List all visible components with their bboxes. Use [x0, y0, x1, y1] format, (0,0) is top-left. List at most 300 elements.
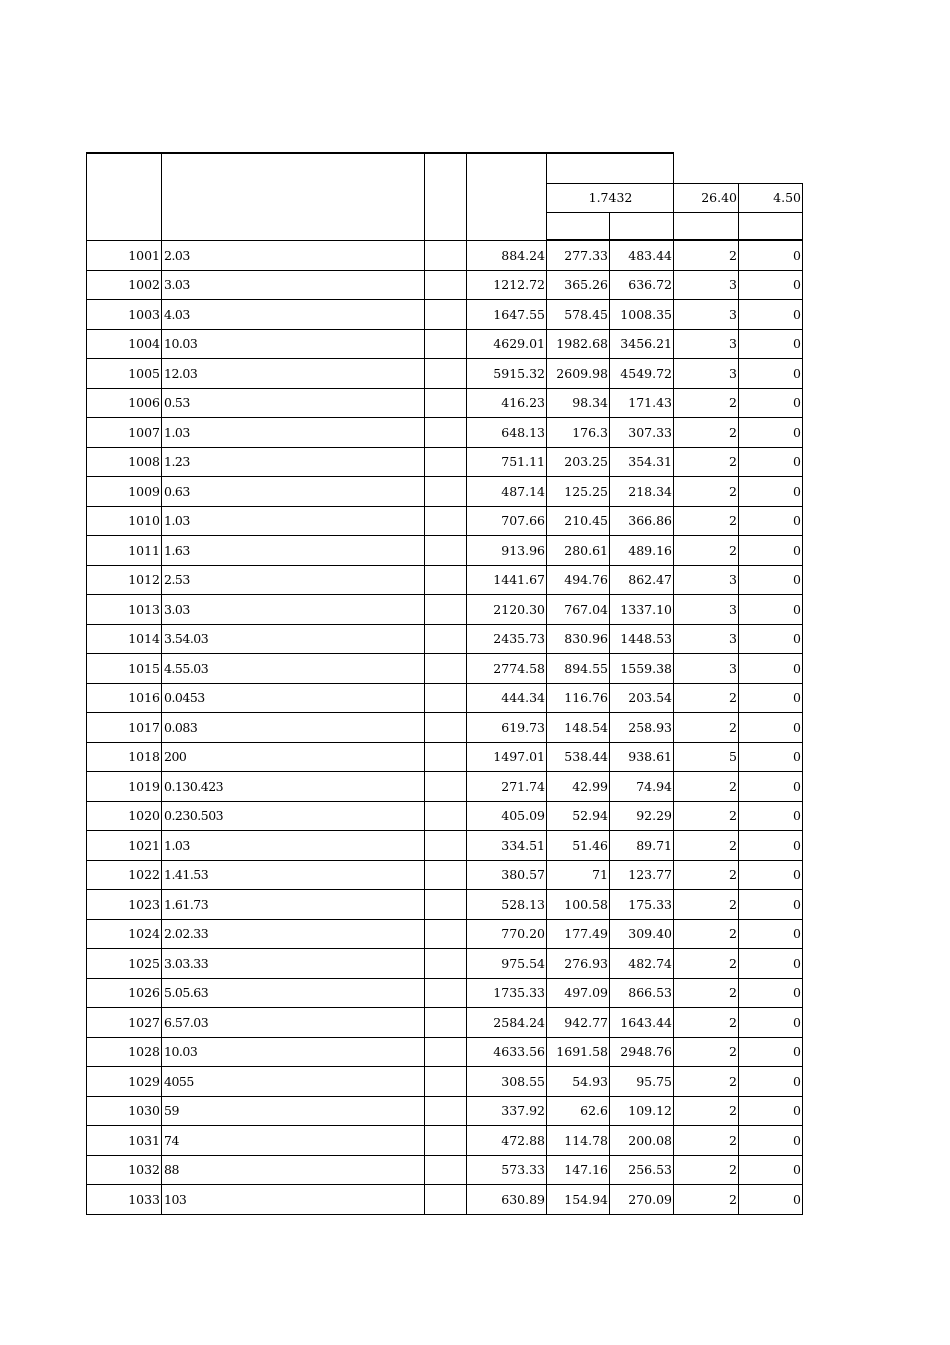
row-unit [425, 1008, 467, 1038]
row-value-d: 0 [739, 772, 803, 802]
row-value-b: 92.29 [610, 801, 674, 831]
row-value-d: 0 [739, 919, 803, 949]
row-value-b: 866.53 [610, 978, 674, 1008]
row-code: 1017 [87, 713, 162, 743]
row-code: 1019 [87, 772, 162, 802]
header-factor-1: 26.40 [674, 183, 739, 213]
row-name: 0.63 [162, 477, 425, 507]
row-value-c: 2 [674, 978, 739, 1008]
row-price: 334.51 [467, 831, 547, 861]
row-unit [425, 240, 467, 270]
row-value-d: 0 [739, 270, 803, 300]
row-name: 2.02.33 [162, 919, 425, 949]
row-price: 405.09 [467, 801, 547, 831]
row-price: 444.34 [467, 683, 547, 713]
row-price: 416.23 [467, 388, 547, 418]
row-value-b: 636.72 [610, 270, 674, 300]
row-value-c: 2 [674, 477, 739, 507]
row-name: 1.03 [162, 418, 425, 448]
row-unit [425, 742, 467, 772]
row-price: 1441.67 [467, 565, 547, 595]
row-unit [425, 595, 467, 625]
header-sub-4 [739, 213, 803, 241]
row-value-b: 203.54 [610, 683, 674, 713]
row-value-a: 116.76 [547, 683, 610, 713]
row-code: 1020 [87, 801, 162, 831]
row-value-a: 42.99 [547, 772, 610, 802]
row-price: 884.24 [467, 240, 547, 270]
row-value-c: 2 [674, 1037, 739, 1067]
header-row [87, 153, 803, 183]
row-value-c: 3 [674, 300, 739, 330]
row-value-a: 578.45 [547, 300, 610, 330]
row-unit [425, 1155, 467, 1185]
table-row [87, 1185, 803, 1215]
row-code: 1008 [87, 447, 162, 477]
row-unit [425, 1037, 467, 1067]
row-name: 1.63 [162, 536, 425, 566]
row-price: 573.33 [467, 1155, 547, 1185]
row-value-b: 200.08 [610, 1126, 674, 1156]
row-value-c: 2 [674, 919, 739, 949]
row-name: 4055 [162, 1067, 425, 1097]
row-value-b: 95.75 [610, 1067, 674, 1097]
row-code: 1023 [87, 890, 162, 920]
row-unit [425, 388, 467, 418]
row-code: 1028 [87, 1037, 162, 1067]
row-value-b: 3456.21 [610, 329, 674, 359]
table-row [87, 270, 803, 300]
row-price: 2584.24 [467, 1008, 547, 1038]
row-code: 1003 [87, 300, 162, 330]
row-code: 1027 [87, 1008, 162, 1038]
row-name: 5.05.63 [162, 978, 425, 1008]
row-name: 200 [162, 742, 425, 772]
row-value-a: 51.46 [547, 831, 610, 861]
table-row [87, 1155, 803, 1185]
row-value-d: 0 [739, 447, 803, 477]
row-value-b: 938.61 [610, 742, 674, 772]
row-value-b: 89.71 [610, 831, 674, 861]
row-value-b: 489.16 [610, 536, 674, 566]
row-code: 1031 [87, 1126, 162, 1156]
row-value-c: 3 [674, 270, 739, 300]
row-value-b: 74.94 [610, 772, 674, 802]
row-value-a: 114.78 [547, 1126, 610, 1156]
row-unit [425, 890, 467, 920]
row-name: 3.54.03 [162, 624, 425, 654]
row-value-c: 2 [674, 536, 739, 566]
row-unit [425, 1185, 467, 1215]
row-value-b: 175.33 [610, 890, 674, 920]
row-value-b: 1008.35 [610, 300, 674, 330]
row-unit [425, 772, 467, 802]
row-value-c: 5 [674, 742, 739, 772]
row-name: 1.03 [162, 506, 425, 536]
row-value-b: 1559.38 [610, 654, 674, 684]
table-row [87, 949, 803, 979]
table-row [87, 683, 803, 713]
row-value-a: 2609.98 [547, 359, 610, 389]
row-unit [425, 536, 467, 566]
row-value-d: 0 [739, 1126, 803, 1156]
header-name [162, 153, 425, 240]
row-value-c: 2 [674, 1126, 739, 1156]
row-value-d: 0 [739, 624, 803, 654]
row-value-a: 767.04 [547, 595, 610, 625]
row-unit [425, 300, 467, 330]
row-value-a: 277.33 [547, 240, 610, 270]
row-price: 751.11 [467, 447, 547, 477]
row-code: 1006 [87, 388, 162, 418]
table-row [87, 329, 803, 359]
row-name: 12.03 [162, 359, 425, 389]
row-price: 2435.73 [467, 624, 547, 654]
row-value-d: 0 [739, 329, 803, 359]
row-value-c: 2 [674, 1155, 739, 1185]
row-value-b: 1448.53 [610, 624, 674, 654]
row-price: 975.54 [467, 949, 547, 979]
row-value-a: 154.94 [547, 1185, 610, 1215]
row-value-d: 0 [739, 418, 803, 448]
row-price: 2120.30 [467, 595, 547, 625]
row-price: 487.14 [467, 477, 547, 507]
row-name: 4.03 [162, 300, 425, 330]
row-value-c: 2 [674, 418, 739, 448]
row-price: 308.55 [467, 1067, 547, 1097]
row-value-a: 147.16 [547, 1155, 610, 1185]
header-sub-1 [547, 213, 610, 241]
row-value-c: 3 [674, 329, 739, 359]
row-price: 472.88 [467, 1126, 547, 1156]
table-row [87, 1008, 803, 1038]
row-price: 619.73 [467, 713, 547, 743]
row-value-a: 538.44 [547, 742, 610, 772]
row-name: 10.03 [162, 1037, 425, 1067]
row-price: 528.13 [467, 890, 547, 920]
row-value-a: 62.6 [547, 1096, 610, 1126]
row-value-d: 0 [739, 949, 803, 979]
row-name: 0.53 [162, 388, 425, 418]
row-unit [425, 949, 467, 979]
row-value-d: 0 [739, 388, 803, 418]
row-value-c: 2 [674, 1096, 739, 1126]
row-price: 770.20 [467, 919, 547, 949]
row-price: 1212.72 [467, 270, 547, 300]
row-value-d: 0 [739, 359, 803, 389]
row-name: 3.03.33 [162, 949, 425, 979]
row-value-b: 309.40 [610, 919, 674, 949]
row-value-a: 1691.58 [547, 1037, 610, 1067]
row-value-b: 256.53 [610, 1155, 674, 1185]
row-value-b: 307.33 [610, 418, 674, 448]
row-value-b: 862.47 [610, 565, 674, 595]
row-value-b: 366.86 [610, 506, 674, 536]
row-code: 1024 [87, 919, 162, 949]
row-value-c: 3 [674, 565, 739, 595]
row-value-d: 0 [739, 506, 803, 536]
row-value-d: 0 [739, 1037, 803, 1067]
row-value-a: 1982.68 [547, 329, 610, 359]
row-value-d: 0 [739, 1155, 803, 1185]
row-unit [425, 683, 467, 713]
table-row [87, 801, 803, 831]
row-unit [425, 713, 467, 743]
header-blank [674, 153, 803, 183]
row-code: 1022 [87, 860, 162, 890]
row-code: 1016 [87, 683, 162, 713]
table-row [87, 506, 803, 536]
row-value-a: 71 [547, 860, 610, 890]
row-value-c: 2 [674, 1067, 739, 1097]
row-value-c: 2 [674, 388, 739, 418]
row-price: 380.57 [467, 860, 547, 890]
row-code: 1033 [87, 1185, 162, 1215]
row-name: 0.083 [162, 713, 425, 743]
row-value-d: 0 [739, 1185, 803, 1215]
row-value-b: 483.44 [610, 240, 674, 270]
row-value-a: 98.34 [547, 388, 610, 418]
row-code: 1025 [87, 949, 162, 979]
row-value-a: 276.93 [547, 949, 610, 979]
table-row [87, 359, 803, 389]
row-value-b: 123.77 [610, 860, 674, 890]
row-price: 707.66 [467, 506, 547, 536]
row-value-d: 0 [739, 742, 803, 772]
row-unit [425, 1096, 467, 1126]
row-value-a: 203.25 [547, 447, 610, 477]
row-price: 1497.01 [467, 742, 547, 772]
row-value-d: 0 [739, 300, 803, 330]
table-row [87, 772, 803, 802]
table-row [87, 300, 803, 330]
row-unit [425, 919, 467, 949]
row-value-b: 4549.72 [610, 359, 674, 389]
table-row [87, 1067, 803, 1097]
row-name: 1.03 [162, 831, 425, 861]
row-code: 1015 [87, 654, 162, 684]
row-price: 337.92 [467, 1096, 547, 1126]
row-value-a: 100.58 [547, 890, 610, 920]
row-price: 2774.58 [467, 654, 547, 684]
row-value-c: 2 [674, 1008, 739, 1038]
table-row [87, 624, 803, 654]
row-name: 6.57.03 [162, 1008, 425, 1038]
row-unit [425, 1126, 467, 1156]
row-value-b: 270.09 [610, 1185, 674, 1215]
header-factor-2: 4.50 [739, 183, 803, 213]
row-code: 1004 [87, 329, 162, 359]
row-name: 59 [162, 1096, 425, 1126]
row-name: 3.03 [162, 595, 425, 625]
row-code: 1029 [87, 1067, 162, 1097]
row-name: 0.0453 [162, 683, 425, 713]
table-row [87, 1126, 803, 1156]
row-value-d: 0 [739, 654, 803, 684]
row-value-a: 497.09 [547, 978, 610, 1008]
header-unit [425, 153, 467, 240]
row-value-d: 0 [739, 801, 803, 831]
row-name: 3.03 [162, 270, 425, 300]
sheet-title [448, 113, 948, 139]
row-value-d: 0 [739, 860, 803, 890]
row-code: 1009 [87, 477, 162, 507]
row-value-b: 2948.76 [610, 1037, 674, 1067]
row-value-a: 177.49 [547, 919, 610, 949]
row-code: 1013 [87, 595, 162, 625]
row-unit [425, 801, 467, 831]
table-row [87, 654, 803, 684]
row-unit [425, 506, 467, 536]
row-value-d: 0 [739, 1096, 803, 1126]
table-row [87, 418, 803, 448]
row-value-c: 2 [674, 890, 739, 920]
row-code: 1007 [87, 418, 162, 448]
row-name: 1.23 [162, 447, 425, 477]
row-value-a: 148.54 [547, 713, 610, 743]
row-value-c: 3 [674, 595, 739, 625]
row-name: 2.53 [162, 565, 425, 595]
row-unit [425, 654, 467, 684]
row-unit [425, 477, 467, 507]
table-row [87, 477, 803, 507]
row-price: 648.13 [467, 418, 547, 448]
row-name: 1.41.53 [162, 860, 425, 890]
row-unit [425, 831, 467, 861]
row-unit [425, 565, 467, 595]
price-table [86, 152, 803, 1215]
row-value-d: 0 [739, 713, 803, 743]
table-row [87, 595, 803, 625]
row-unit [425, 418, 467, 448]
row-value-c: 2 [674, 831, 739, 861]
row-name: 10.03 [162, 329, 425, 359]
row-value-b: 171.43 [610, 388, 674, 418]
row-code: 1012 [87, 565, 162, 595]
row-value-c: 2 [674, 240, 739, 270]
row-value-b: 1337.10 [610, 595, 674, 625]
table-row [87, 565, 803, 595]
row-value-c: 2 [674, 683, 739, 713]
row-code: 1010 [87, 506, 162, 536]
table-row [87, 536, 803, 566]
row-value-c: 2 [674, 1185, 739, 1215]
row-value-b: 218.34 [610, 477, 674, 507]
header-sub-2 [610, 213, 674, 241]
row-name: 2.03 [162, 240, 425, 270]
row-code: 1011 [87, 536, 162, 566]
row-unit [425, 1067, 467, 1097]
row-value-a: 210.45 [547, 506, 610, 536]
row-value-d: 0 [739, 890, 803, 920]
table-row [87, 890, 803, 920]
table-row [87, 713, 803, 743]
table-row [87, 860, 803, 890]
row-value-d: 0 [739, 1008, 803, 1038]
row-unit [425, 624, 467, 654]
row-name: 103 [162, 1185, 425, 1215]
row-code: 1018 [87, 742, 162, 772]
row-value-c: 2 [674, 447, 739, 477]
table-row [87, 240, 803, 270]
row-value-b: 258.93 [610, 713, 674, 743]
row-value-d: 0 [739, 565, 803, 595]
row-code: 1002 [87, 270, 162, 300]
row-value-a: 125.25 [547, 477, 610, 507]
row-name: 1.61.73 [162, 890, 425, 920]
row-value-d: 0 [739, 831, 803, 861]
header-group-label [547, 153, 674, 183]
row-value-c: 3 [674, 624, 739, 654]
row-name: 88 [162, 1155, 425, 1185]
table-row [87, 919, 803, 949]
row-price: 630.89 [467, 1185, 547, 1215]
row-unit [425, 860, 467, 890]
row-price: 1735.33 [467, 978, 547, 1008]
row-value-d: 0 [739, 978, 803, 1008]
row-value-c: 2 [674, 506, 739, 536]
row-code: 1032 [87, 1155, 162, 1185]
row-name: 0.230.503 [162, 801, 425, 831]
row-price: 4633.56 [467, 1037, 547, 1067]
header-group-value: 1.7432 [547, 183, 674, 213]
table-row [87, 742, 803, 772]
row-value-a: 280.61 [547, 536, 610, 566]
row-value-b: 109.12 [610, 1096, 674, 1126]
row-name: 4.55.03 [162, 654, 425, 684]
row-code: 1021 [87, 831, 162, 861]
row-price: 1647.55 [467, 300, 547, 330]
row-value-d: 0 [739, 240, 803, 270]
row-code: 1014 [87, 624, 162, 654]
row-value-d: 0 [739, 477, 803, 507]
header-price [467, 153, 547, 240]
row-unit [425, 329, 467, 359]
row-value-d: 0 [739, 536, 803, 566]
header-code [87, 153, 162, 240]
row-value-c: 2 [674, 949, 739, 979]
row-price: 271.74 [467, 772, 547, 802]
row-value-c: 3 [674, 654, 739, 684]
row-value-a: 52.94 [547, 801, 610, 831]
row-value-d: 0 [739, 683, 803, 713]
table-row [87, 831, 803, 861]
table-row [87, 447, 803, 477]
table-row [87, 1037, 803, 1067]
row-value-c: 2 [674, 772, 739, 802]
row-value-b: 354.31 [610, 447, 674, 477]
row-value-a: 830.96 [547, 624, 610, 654]
table-row [87, 978, 803, 1008]
row-value-c: 2 [674, 713, 739, 743]
table-row [87, 1096, 803, 1126]
row-unit [425, 359, 467, 389]
row-code: 1005 [87, 359, 162, 389]
row-unit [425, 447, 467, 477]
row-price: 4629.01 [467, 329, 547, 359]
row-value-b: 482.74 [610, 949, 674, 979]
row-name: 74 [162, 1126, 425, 1156]
row-value-c: 2 [674, 860, 739, 890]
row-unit [425, 978, 467, 1008]
row-price: 913.96 [467, 536, 547, 566]
row-code: 1001 [87, 240, 162, 270]
row-value-c: 2 [674, 801, 739, 831]
row-value-b: 1643.44 [610, 1008, 674, 1038]
row-unit [425, 270, 467, 300]
row-value-a: 942.77 [547, 1008, 610, 1038]
row-value-d: 0 [739, 1067, 803, 1097]
